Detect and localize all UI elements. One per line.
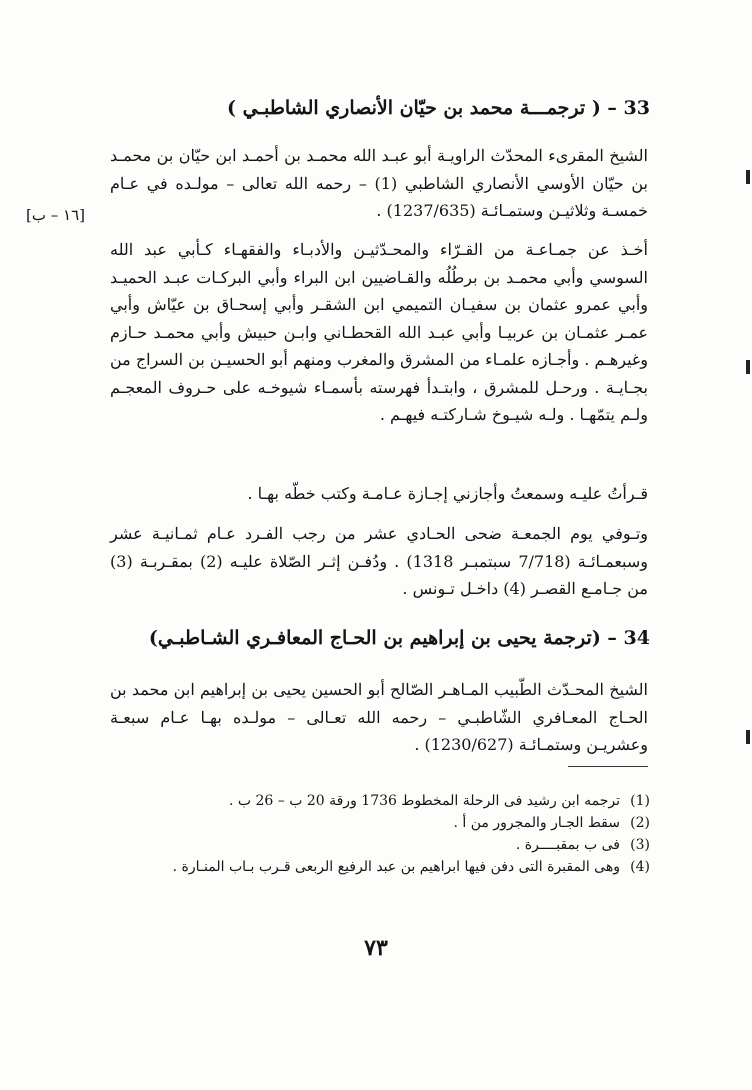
footnotes — [118, 790, 650, 878]
footnote-number: (3) — [630, 837, 650, 853]
scan-edge-mark — [746, 730, 750, 744]
entry-33-paragraph-1-text: الشيخ المقرىء المحدّث الراويـة أبو عبـد الله محمـد بن أحمـد ابن حيّان بن محمـد بن حيّان الأوسي الأنصاري الشاطبي (1) – رحمه الله تعالى – مولـده في عـام خمسـة وثلاثيـن وستمـائـة (1237/635) . — [110, 146, 648, 220]
footnote — [118, 856, 650, 878]
footnote-text: سقط الجـار والمجرور من أ . — [453, 815, 620, 831]
footnote-text: ترجمه ابن رشيد فى الرحلة المخطوط 1736 ورقة 20 ب – 26 ب . — [228, 793, 620, 809]
scan-edge-mark — [746, 360, 750, 374]
entry-34-paragraph-1 — [110, 676, 648, 759]
entry-34-heading: 34 – (ترجمة يحيى بن إبراهيم بن الحـاج المعافـري الشـاطبـي) — [148, 627, 650, 649]
entry-33-paragraph-2-text: أخـذ عن جمـاعـة من القـرّاء والمحـدّثيـن والأدبـاء والفقهـاء كـأبي عبد الله السوسي وأبي محمـد بن برطُلُه والقـاضيين ابن البراء وأبي البركـات عبـد الحميـد وأبي عمرو عثمان بن سفيـان التميمي ابن الشقـر وأبي إسحـاق بن عيّاش وأبي عمـر عثمـان بن عربيـا وأبي عبـد الله القحطـاني وابـن حبيش وأبي محمـد حـازم وغيرهـم . وأجـازه علمـاء من المشرق والمغرب ومنهم أبو الحسيـن بن السراج من بجـايـة . ورحـل للمشرق ، وابتـدأ فهرسته بأسمـاء شيوخـه على حـروف المعجـم ولـم يتمّهـا . ولـه شيـوخ شـاركتـه فيهـم . — [110, 240, 648, 424]
page-number: ٧٣ — [364, 935, 388, 961]
footnote — [118, 812, 650, 834]
entry-33-paragraph-2 — [110, 236, 648, 429]
footnote-number: (2) — [630, 815, 650, 831]
entry-33-heading: 33 – ( ترجمـــة محمد بن حيّان الأنصاري الشاطبـي ) — [226, 97, 650, 119]
entry-33-paragraph-4-text: وتـوفي يوم الجمعـة ضحى الحـادي عشر من رجب الفـرد عـام ثمـانيـة عشر وسبعمـائـة (7/718 سبتمبـر 1318) . ودُفـن إثـر الصّلاة عليـه (2) بمقـربـة (3) من جـامـع القصـر (4) داخـل تـونس . — [110, 524, 649, 598]
footnote-number: (1) — [630, 793, 650, 809]
footnote — [118, 790, 650, 812]
footnote-text: وهى المقبرة التى دفن فيها ابراهيم بن عبد الرفيع الربعى قـرب بـاب المنـارة . — [172, 859, 620, 875]
footnote-text: فى ب بمقبــــرة . — [515, 837, 620, 853]
entry-33-paragraph-4 — [110, 520, 648, 603]
entry-33-paragraph-3-text: قـرأتُ عليـه وسمعتُ وأجازني إجـازة عـامـة وكتب خطّه بهـا . — [247, 484, 648, 503]
footnote-number: (4) — [630, 859, 650, 875]
footnote — [118, 834, 650, 856]
entry-33-paragraph-3 — [110, 480, 648, 508]
entry-34-paragraph-1-text: الشيخ المحـدّث الطّبيب المـاهـر الصّالح أبو الحسين يحيى بن إبراهيم ابن محمد بن الحـاج المعـافري الشّاطبـي – رحمه الله تعـالى – مولـده بهـا عـام سبعـة وعشريـن وستمـائـة (1230/627) . — [110, 680, 648, 754]
manuscript-folio-note: [١٦ – ب] — [26, 206, 85, 224]
entry-33-paragraph-1 — [110, 142, 648, 225]
scan-edge-mark — [746, 170, 750, 184]
footnote-separator — [568, 766, 648, 767]
